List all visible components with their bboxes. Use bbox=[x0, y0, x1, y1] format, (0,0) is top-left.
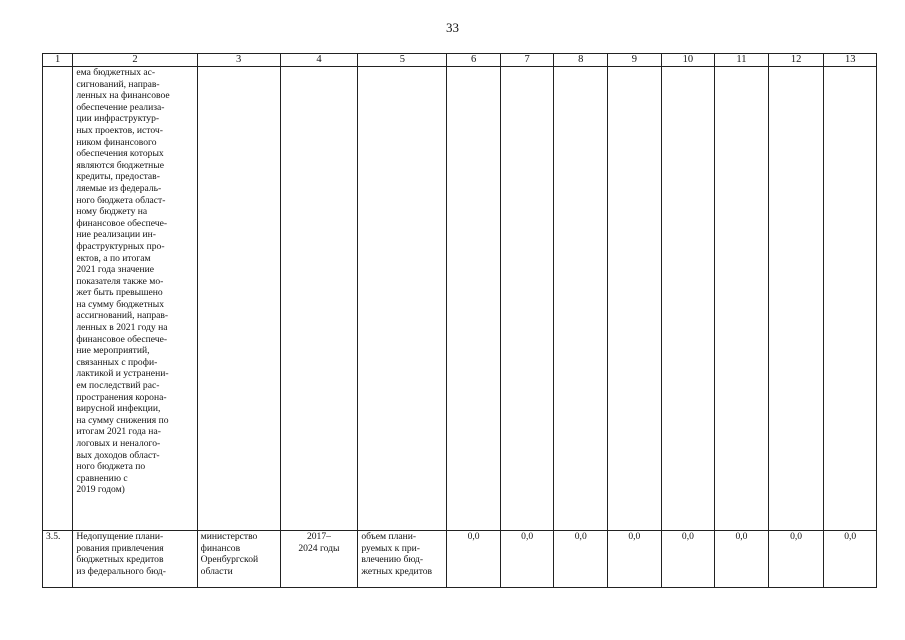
column-header: 12 bbox=[768, 54, 824, 67]
column-header: 3 bbox=[197, 54, 280, 67]
column-header: 5 bbox=[358, 54, 447, 67]
table-row-3-5 bbox=[43, 531, 877, 588]
description-cell: Недопущение плани- рования привлечения бюджетных кредитов из федерального бюд- bbox=[73, 531, 197, 588]
empty-cell bbox=[715, 67, 769, 531]
empty-cell bbox=[554, 67, 608, 531]
column-header: 2 bbox=[73, 54, 197, 67]
column-header: 11 bbox=[715, 54, 769, 67]
value-cell: 0,0 bbox=[447, 531, 501, 588]
empty-cell bbox=[500, 67, 554, 531]
empty-cell bbox=[197, 67, 280, 531]
empty-cell bbox=[358, 67, 447, 531]
empty-cell bbox=[824, 67, 877, 531]
column-header: 13 bbox=[824, 54, 877, 67]
value-cell: 0,0 bbox=[661, 531, 715, 588]
empty-cell bbox=[768, 67, 824, 531]
column-header: 7 bbox=[500, 54, 554, 67]
value-cell: 0,0 bbox=[715, 531, 769, 588]
table-row-continuation bbox=[43, 67, 877, 531]
column-header: 10 bbox=[661, 54, 715, 67]
page-number: 33 bbox=[446, 20, 459, 35]
column-number-header-row bbox=[43, 54, 877, 67]
indicator-table bbox=[42, 53, 877, 588]
column-header: 9 bbox=[608, 54, 662, 67]
executor-cell: министерство финансов Оренбургской области bbox=[197, 531, 280, 588]
row-number-cell bbox=[43, 67, 73, 531]
value-cell: 0,0 bbox=[554, 531, 608, 588]
indicator-cell: объем плани- руемых к при- влечению бюд- жетных кредитов bbox=[358, 531, 447, 588]
empty-cell bbox=[280, 67, 358, 531]
column-header: 8 bbox=[554, 54, 608, 67]
column-header: 4 bbox=[280, 54, 358, 67]
empty-cell bbox=[447, 67, 501, 531]
value-cell: 0,0 bbox=[768, 531, 824, 588]
value-cell: 0,0 bbox=[824, 531, 877, 588]
empty-cell bbox=[608, 67, 662, 531]
continuation-text-cell: ема бюджетных ас- сигнований, направ- ленных на финансовое обеспечение реализа- ции инфраструктур- ных проектов, источ- ником финансового обеспечения которых являются бюджетные кредиты, предостав- ляемые из федераль- ного бюджета област- ному бюджету на финансовое обеспече- ние реализации ин- фраструктурных про- ектов, а по итогам 2021 года значение показателя также мо- жет быть превышено на сумму бюджетных ассигнований, направ- ленных в 2021 году на финансовое обеспече- ние мероприятий, связанных с профи- лактикой и устранени- ем последствий рас- пространения корона- вирусной инфекции, на сумму снижения по итогам 2021 года на- логовых и неналого- вых доходов област- ного бюджета по сравнению с 2019 годом) bbox=[73, 67, 197, 531]
empty-cell bbox=[661, 67, 715, 531]
value-cell: 0,0 bbox=[608, 531, 662, 588]
row-number-cell: 3.5. bbox=[43, 531, 73, 588]
period-cell: 2017– 2024 годы bbox=[280, 531, 358, 588]
column-header: 1 bbox=[43, 54, 73, 67]
column-header: 6 bbox=[447, 54, 501, 67]
value-cell: 0,0 bbox=[500, 531, 554, 588]
